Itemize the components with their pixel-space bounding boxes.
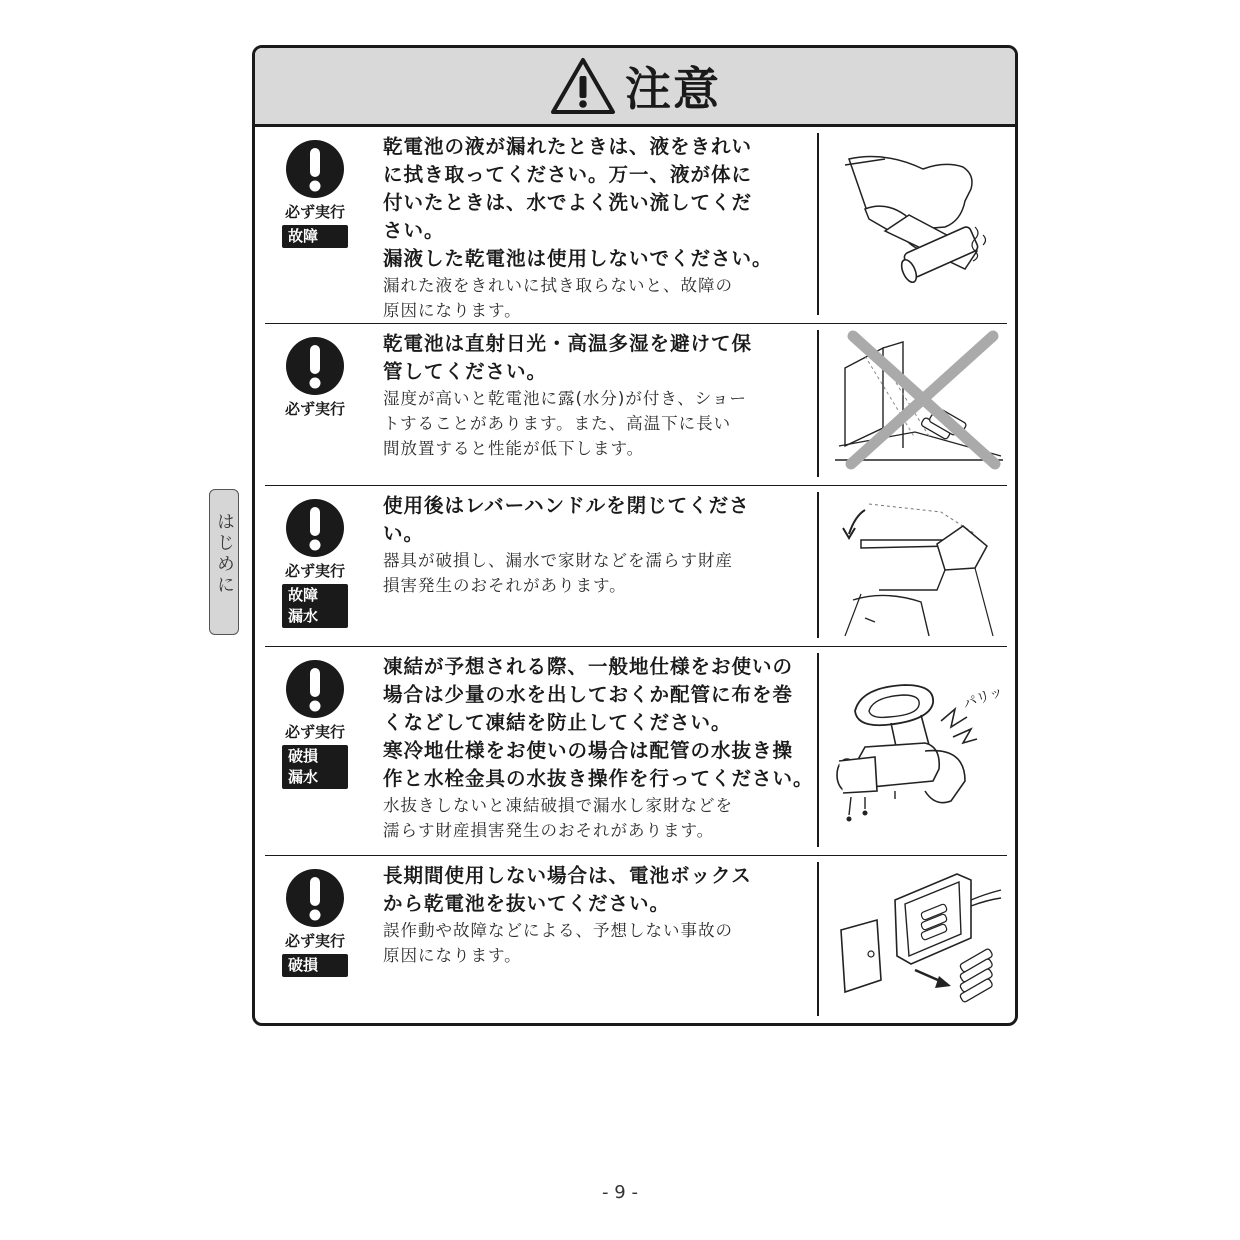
- instruction-text: 乾電池は直射日光・高温多湿を避けて保 管してください。: [383, 332, 753, 383]
- mandatory-label: 必ず実行: [284, 400, 345, 418]
- mandatory-label: 必ず実行: [284, 723, 345, 741]
- panel-header: [255, 48, 1015, 127]
- caution-item-5: [265, 856, 1007, 1024]
- section-tab-label: はじめに: [214, 512, 235, 596]
- exclamation-icon: [285, 659, 345, 719]
- mandatory-label: 必ず実行: [284, 562, 345, 580]
- badge-damage-leak: 破損 漏水: [282, 745, 348, 789]
- frozen-faucet-illustration: [825, 651, 1013, 841]
- battery-box-removal-illustration: [825, 860, 1013, 1010]
- instruction-text: 使用後はレバーハンドルを閉じてくださ い。: [383, 494, 750, 545]
- panel-title: 注意: [625, 62, 721, 116]
- faucet-lever-close-illustration: [825, 490, 1013, 640]
- instruction-text: 凍結が予想される際、一般地仕様をお使いの 場合は少量の水を出しておくか配管に布を巻 くなどして凍結を防止してください。 寒冷地仕様をお使いの場合は配管の水抜き操 作と水栓金具の水抜き操作を行ってください。: [383, 655, 814, 790]
- badge-damage: 破損: [282, 954, 348, 977]
- wiping-battery-illustration: [825, 131, 1013, 311]
- exclamation-icon: [285, 336, 345, 396]
- svg-text:パリッ: パリッ: [960, 683, 1006, 713]
- reason-text: 漏れた液をきれいに拭き取らないと、故障の 原因になります。: [383, 276, 733, 320]
- instruction-text: 乾電池の液が漏れたときは、液をきれい に拭き取ってください。万一、液が体に 付いたときは、水でよく洗い流してくだ さい。 漏液した乾電池は使用しないでください。: [383, 135, 773, 270]
- sunlit-window-batteries-illustration: [825, 328, 1013, 476]
- badge-malfunction-leak: 故障 漏水: [282, 584, 348, 628]
- exclamation-icon: [285, 868, 345, 928]
- exclamation-icon: [285, 498, 345, 558]
- reason-text: 器具が破損し、漏水で家財などを濡らす財産 損害発生のおそれがあります。: [383, 551, 733, 595]
- reason-text: 湿度が高いと乾電池に露(水分)が付き、ショー トすることがあります。また、高温下に長い 間放置すると性能が低下します。: [383, 389, 747, 458]
- caution-item-1: [265, 127, 1007, 324]
- caution-panel: [252, 45, 1018, 1026]
- caution-item-4: [265, 647, 1007, 856]
- badge-malfunction: 故障: [282, 225, 348, 248]
- exclamation-icon: [285, 139, 345, 199]
- reason-text: 誤作動や故障などによる、予想しない事故の 原因になります。: [383, 921, 733, 965]
- caution-item-2: [265, 324, 1007, 486]
- mandatory-label: 必ず実行: [284, 932, 345, 950]
- instruction-text: 長期間使用しない場合は、電池ボックス から乾電池を抜いてください。: [383, 864, 752, 915]
- section-tab: [209, 489, 239, 635]
- warning-triangle-icon: [549, 56, 617, 116]
- mandatory-label: 必ず実行: [284, 203, 345, 221]
- caution-item-3: [265, 486, 1007, 647]
- reason-text: 水抜きしないと凍結破損で漏水し家財などを 濡らす財産損害発生のおそれがあります。: [383, 796, 733, 840]
- page-number: - 9 -: [602, 1182, 638, 1203]
